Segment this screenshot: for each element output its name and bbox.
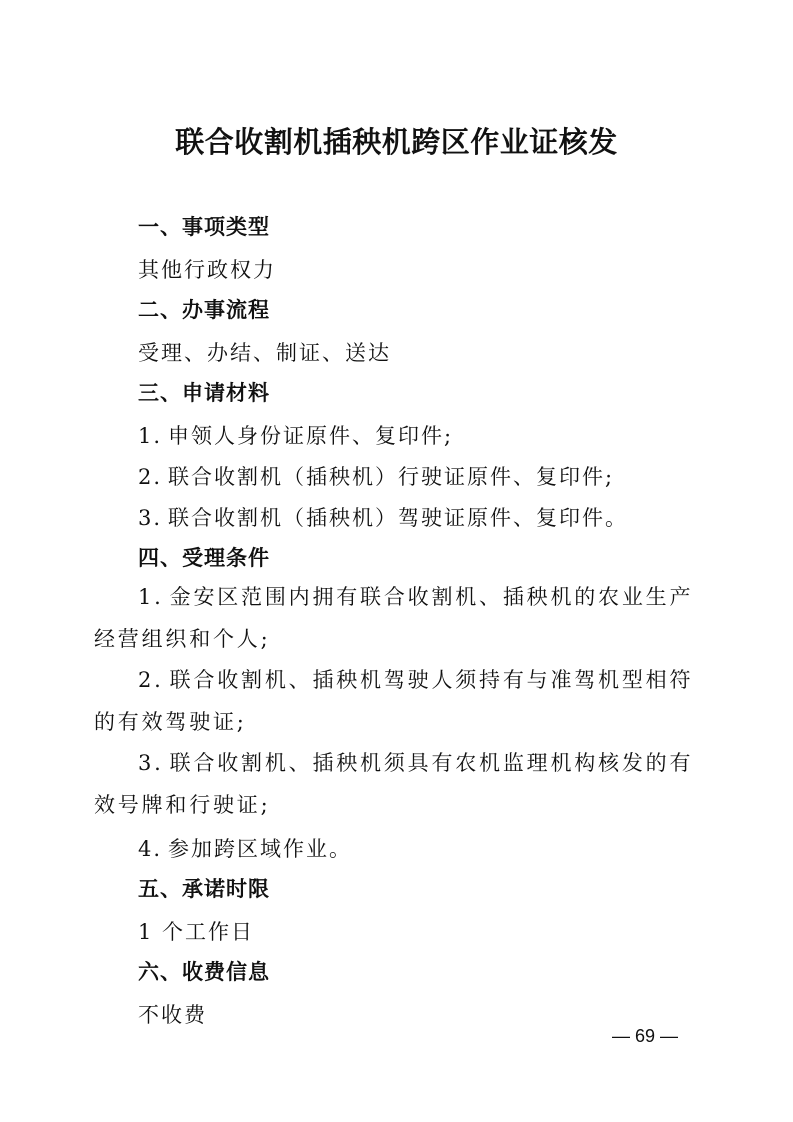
condition-item bbox=[138, 833, 352, 863]
item-type-text: 其他行政权力 bbox=[138, 258, 276, 282]
fees-text: 不收费 bbox=[138, 1003, 207, 1027]
document-title: 联合收割机插秧机跨区作业证核发 bbox=[175, 125, 618, 159]
material-item bbox=[138, 420, 453, 450]
material-item bbox=[138, 502, 628, 532]
section-heading-time-limit: 五、承诺时限 bbox=[138, 877, 270, 901]
material-item bbox=[138, 461, 614, 491]
condition-item-number: 4. bbox=[138, 837, 163, 861]
material-item-number: 1. bbox=[138, 424, 163, 448]
material-item-text: 联合收割机（插秧机）行驶证原件、复印件; bbox=[168, 465, 615, 489]
condition-item-text: 联合收割机、插秧机驾驶人须持有与准驾机型相符的有效驾驶证; bbox=[94, 668, 694, 734]
page-number: — 69 — bbox=[612, 1026, 679, 1046]
section-heading-process: 二、办事流程 bbox=[138, 298, 270, 322]
condition-item-text: 联合收割机、插秧机须具有农机监理机构核发的有效号牌和行驶证; bbox=[94, 751, 694, 817]
condition-item-number: 3. bbox=[138, 751, 164, 775]
condition-item-number: 1. bbox=[138, 585, 164, 609]
material-item-number: 3. bbox=[138, 506, 163, 530]
condition-item-text: 参加跨区域作业。 bbox=[168, 837, 353, 861]
material-item-text: 申领人身份证原件、复印件; bbox=[168, 424, 454, 448]
section-heading-materials: 三、申请材料 bbox=[138, 381, 270, 405]
time-limit-text: 1 个工作日 bbox=[138, 920, 255, 944]
condition-item-number: 2. bbox=[138, 668, 164, 692]
material-item-number: 2. bbox=[138, 465, 163, 489]
section-heading-fees: 六、收费信息 bbox=[138, 960, 270, 984]
section-heading-item-type: 一、事项类型 bbox=[138, 215, 270, 239]
section-heading-conditions: 四、受理条件 bbox=[138, 546, 270, 570]
condition-item bbox=[94, 659, 709, 743]
process-text: 受理、办结、制证、送达 bbox=[138, 341, 391, 365]
condition-item-text: 金安区范围内拥有联合收割机、插秧机的农业生产经营组织和个人; bbox=[94, 585, 694, 651]
condition-item bbox=[94, 742, 709, 826]
material-item-text: 联合收割机（插秧机）驾驶证原件、复印件。 bbox=[168, 506, 629, 530]
condition-item bbox=[94, 576, 709, 660]
